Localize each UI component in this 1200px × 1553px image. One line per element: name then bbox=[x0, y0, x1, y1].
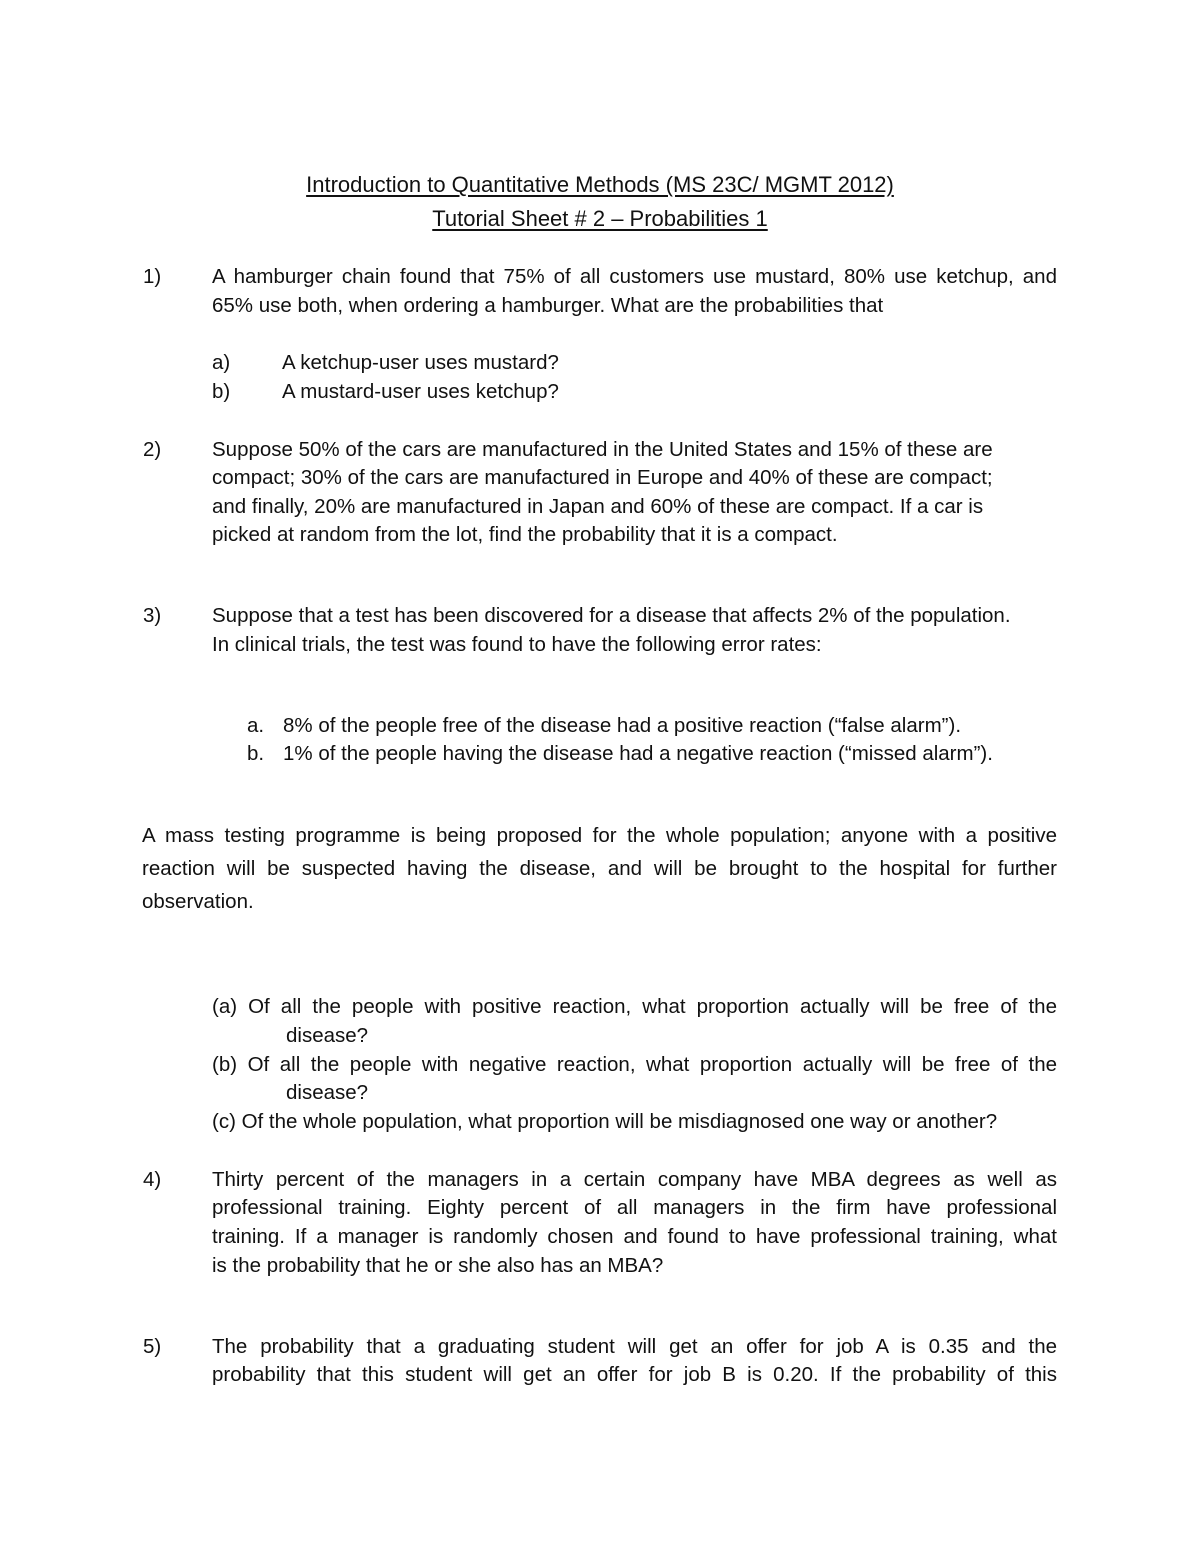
question-4-number: 4) bbox=[143, 1168, 162, 1191]
question-2-line-2: compact; 30% of the cars are manufactured in Europe and 40% of these are compact; bbox=[212, 466, 993, 489]
question-3a-line-1: (a) Of all the people with positive reaction, what proportion actually will be free of the bbox=[212, 995, 1057, 1018]
question-5-line-1: The probability that a graduating student will get an offer for job A is 0.35 and the bbox=[212, 1335, 1057, 1358]
question-3b-line-1: (b) Of all the people with negative reaction, what proportion actually will be free of the bbox=[212, 1053, 1057, 1076]
question-4-line-2: professional training. Eighty percent of all managers in the firm have professional bbox=[212, 1196, 1057, 1219]
question-4-line-3: training. If a manager is randomly chosen and found to have professional training, what bbox=[212, 1225, 1057, 1248]
error-rate-a-label: a. bbox=[247, 714, 265, 737]
question-1-number: 1) bbox=[143, 265, 162, 288]
question-1-part-b-label: b) bbox=[212, 380, 231, 403]
question-1-line-2: 65% use both, when ordering a hamburger. What are the probabilities that bbox=[212, 294, 884, 317]
question-3c-line-1: (c) Of the whole population, what proportion will be misdiagnosed one way or another? bbox=[212, 1110, 998, 1133]
question-2-number: 2) bbox=[143, 438, 162, 461]
question-1-part-b-text: A mustard-user uses ketchup? bbox=[282, 380, 559, 403]
question-2-line-3: and finally, 20% are manufactured in Japan and 60% of these are compact. If a car is bbox=[212, 495, 984, 518]
question-2-line-4: picked at random from the lot, find the probability that it is a compact. bbox=[212, 523, 838, 546]
document-subtitle: Tutorial Sheet # 2 – Probabilities 1 bbox=[432, 206, 768, 231]
question-3-line-2: In clinical trials, the test was found to have the following error rates: bbox=[212, 633, 822, 656]
document-title: Introduction to Quantitative Methods (MS 23C/ MGMT 2012) bbox=[306, 172, 894, 197]
question-1-part-a-label: a) bbox=[212, 351, 231, 374]
question-4-line-4: is the probability that he or she also has an MBA? bbox=[212, 1254, 664, 1277]
mass-testing-line-1: A mass testing programme is being proposed for the whole population; anyone with a positive bbox=[142, 824, 1057, 847]
question-3-line-1: Suppose that a test has been discovered for a disease that affects 2% of the population. bbox=[212, 604, 1011, 627]
error-rate-b-text: 1% of the people having the disease had a negative reaction (“missed alarm”). bbox=[283, 742, 993, 765]
error-rate-b-label: b. bbox=[247, 742, 265, 765]
mass-testing-line-3: observation. bbox=[142, 890, 254, 913]
error-rate-a-text: 8% of the people free of the disease had a positive reaction (“false alarm”). bbox=[283, 714, 962, 737]
question-3b-line-2: disease? bbox=[286, 1081, 369, 1104]
question-1-line-1: A hamburger chain found that 75% of all customers use mustard, 80% use ketchup, and bbox=[212, 265, 1057, 288]
question-5-line-2: probability that this student will get an offer for job B is 0.20. If the probability of this bbox=[212, 1363, 1057, 1386]
mass-testing-line-2: reaction will be suspected having the disease, and will be brought to the hospital for further bbox=[142, 857, 1057, 880]
question-3a-line-2: disease? bbox=[286, 1024, 369, 1047]
question-2-line-1: Suppose 50% of the cars are manufactured in the United States and 15% of these are bbox=[212, 438, 993, 461]
question-5-number: 5) bbox=[143, 1335, 162, 1358]
question-3-number: 3) bbox=[143, 604, 162, 627]
question-4-line-1: Thirty percent of the managers in a certain company have MBA degrees as well as bbox=[212, 1168, 1057, 1191]
question-1-part-a-text: A ketchup-user uses mustard? bbox=[282, 351, 559, 374]
